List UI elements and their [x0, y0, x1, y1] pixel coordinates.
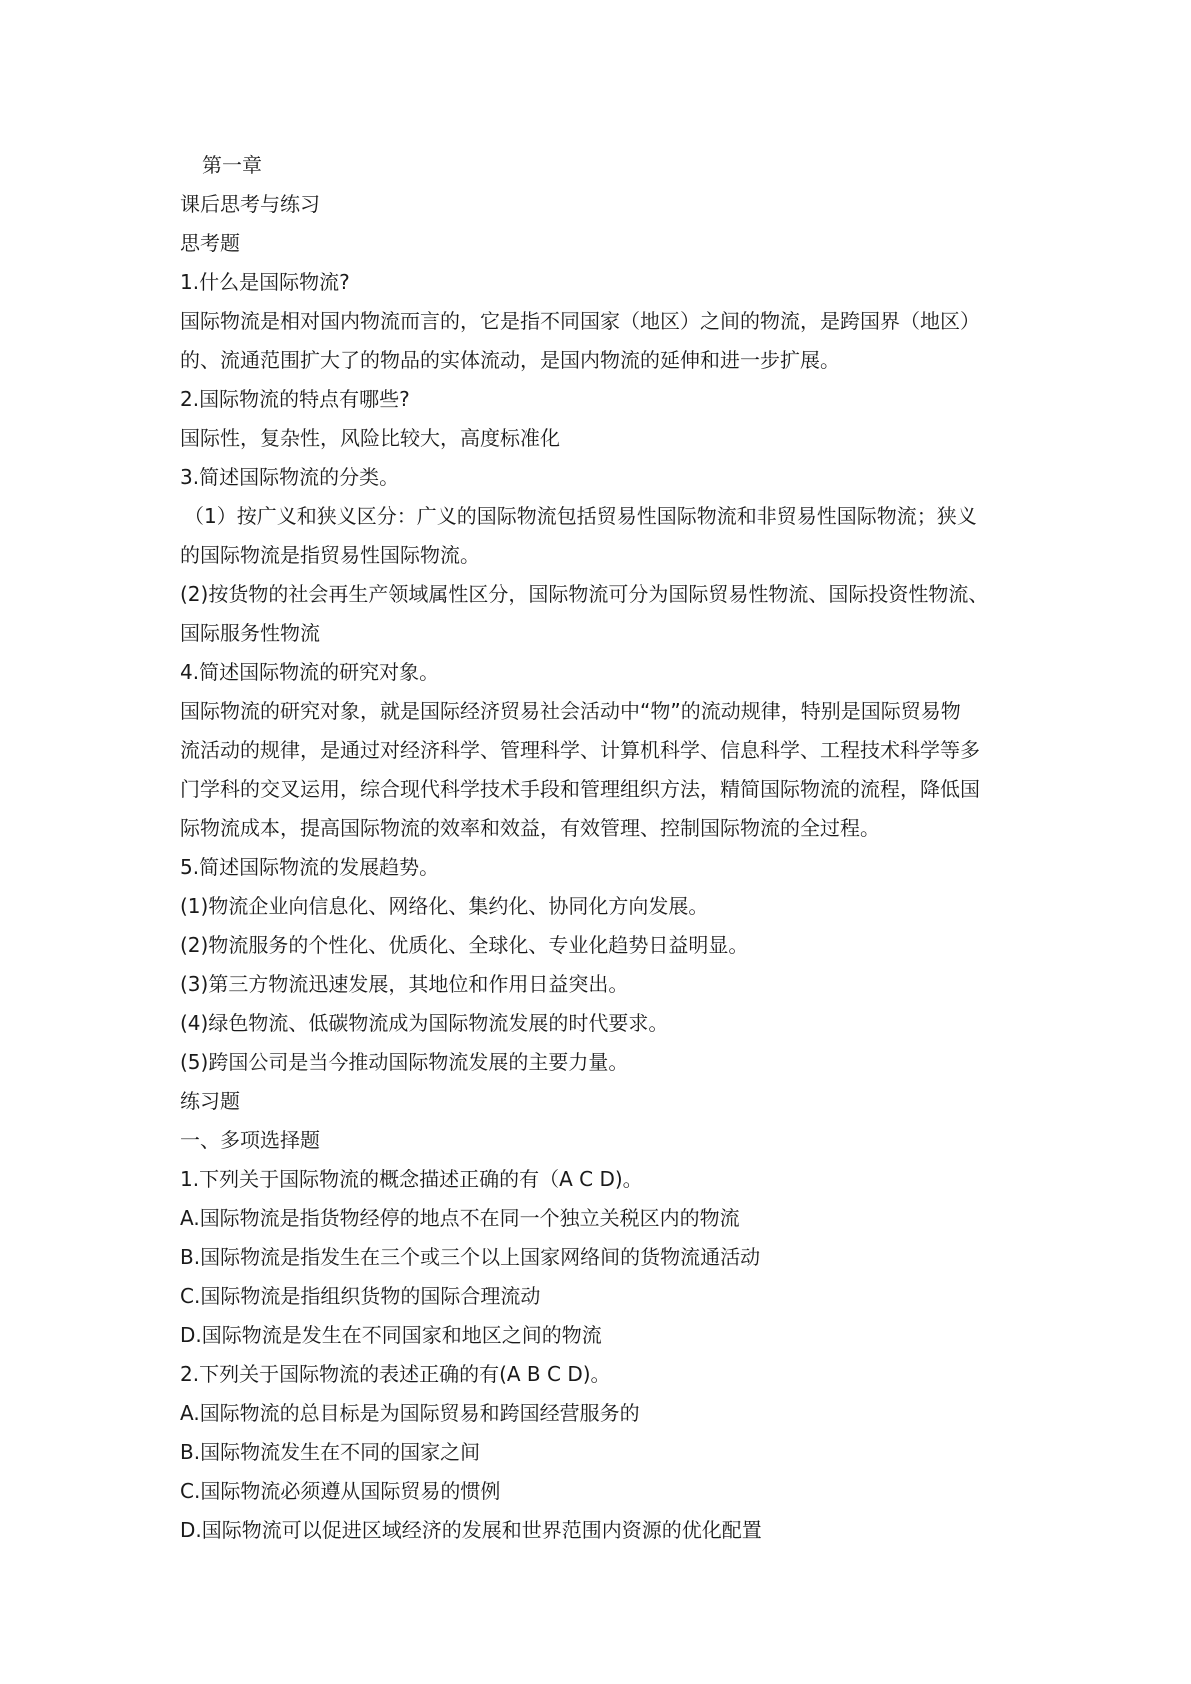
section-heading-thinking: 思考题	[180, 231, 240, 255]
section-heading-practice: 练习题	[180, 1089, 240, 1113]
question-1: 1.什么是国际物流?	[180, 270, 350, 294]
document-body	[180, 146, 1020, 1550]
mc-question-2-option-a: A.国际物流的总目标是为国际贸易和跨国经营服务的	[180, 1401, 640, 1425]
answer-3-item-1-line-1: （1）按广义和狭义区分：广义的国际物流包括贸易性国际物流和非贸易性国际物流；狭义	[184, 504, 977, 528]
answer-5-item-1: (1)物流企业向信息化、网络化、集约化、协同化方向发展。	[180, 894, 709, 918]
mc-question-2-option-b: B.国际物流发生在不同的国家之间	[180, 1440, 481, 1464]
mc-question-2-option-d: D.国际物流可以促进区域经济的发展和世界范围内资源的优化配置	[180, 1518, 762, 1542]
question-5: 5.简述国际物流的发展趋势。	[180, 855, 440, 879]
answer-3-item-2-line-1: (2)按货物的社会再生产领域属性区分，国际物流可分为国际贸易性物流、国际投资性物流、	[180, 582, 989, 606]
answer-3-item-2-line-2: 国际服务性物流	[180, 621, 320, 645]
answer-4-line-3: 门学科的交叉运用，综合现代科学技术手段和管理组织方法，精简国际物流的流程，降低国	[180, 777, 980, 801]
chapter-heading: 第一章	[202, 153, 262, 177]
section-heading-exercises: 课后思考与练习	[180, 192, 320, 216]
answer-5-item-4: (4)绿色物流、低碳物流成为国际物流发展的时代要求。	[180, 1011, 669, 1035]
answer-1-line-1: 国际物流是相对国内物流而言的，它是指不同国家（地区）之间的物流，是跨国界（地区）	[180, 309, 980, 333]
answer-1-line-2: 的、流通范围扩大了的物品的实体流动，是国内物流的延伸和进一步扩展。	[180, 348, 840, 372]
mc-question-1-option-a: A.国际物流是指货物经停的地点不在同一个独立关税区内的物流	[180, 1206, 740, 1230]
mc-question-1: 1.下列关于国际物流的概念描述正确的有（A C D)。	[180, 1167, 643, 1191]
answer-4-line-1: 国际物流的研究对象，就是国际经济贸易社会活动中“物”的流动规律，特别是国际贸易物	[180, 699, 961, 723]
subsection-heading-multiple-choice: 一、多项选择题	[180, 1128, 320, 1152]
answer-2: 国际性，复杂性，风险比较大，高度标准化	[180, 426, 560, 450]
mc-question-2-option-c: C.国际物流必须遵从国际贸易的惯例	[180, 1479, 501, 1503]
mc-question-1-option-c: C.国际物流是指组织货物的国际合理流动	[180, 1284, 541, 1308]
answer-5-item-3: (3)第三方物流迅速发展，其地位和作用日益突出。	[180, 972, 629, 996]
mc-question-2: 2.下列关于国际物流的表述正确的有(A B C D)。	[180, 1362, 611, 1386]
answer-4-line-4: 际物流成本，提高国际物流的效率和效益，有效管理、控制国际物流的全过程。	[180, 816, 880, 840]
answer-5-item-2: (2)物流服务的个性化、优质化、全球化、专业化趋势日益明显。	[180, 933, 749, 957]
question-2: 2.国际物流的特点有哪些?	[180, 387, 410, 411]
mc-question-1-option-b: B.国际物流是指发生在三个或三个以上国家网络间的货物流通活动	[180, 1245, 761, 1269]
question-3: 3.简述国际物流的分类。	[180, 465, 400, 489]
mc-question-1-option-d: D.国际物流是发生在不同国家和地区之间的物流	[180, 1323, 602, 1347]
answer-5-item-5: (5)跨国公司是当今推动国际物流发展的主要力量。	[180, 1050, 629, 1074]
question-4: 4.简述国际物流的研究对象。	[180, 660, 440, 684]
answer-4-line-2: 流活动的规律，是通过对经济科学、管理科学、计算机科学、信息科学、工程技术科学等多	[180, 738, 980, 762]
answer-3-item-1-line-2: 的国际物流是指贸易性国际物流。	[180, 543, 480, 567]
